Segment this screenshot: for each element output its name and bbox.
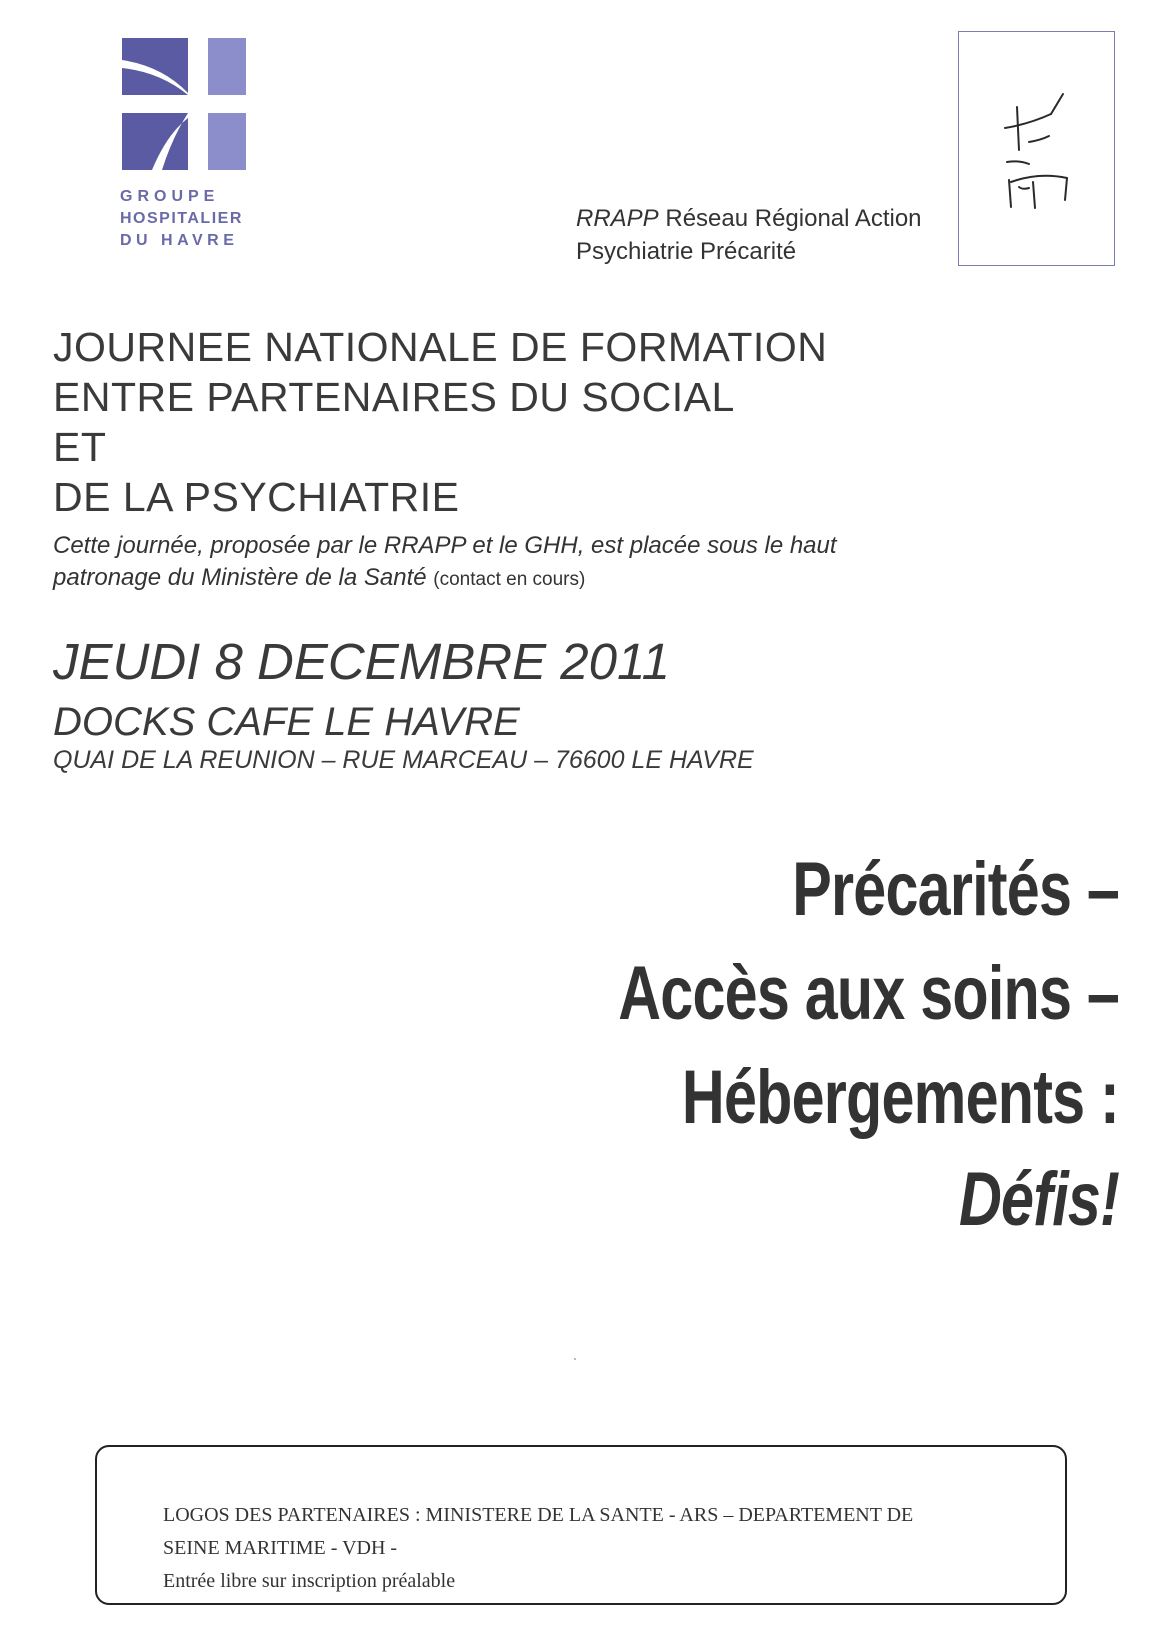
- partners-line-1: LOGOS DES PARTENAIRES : MINISTERE DE LA SANTE - ARS – DEPARTEMENT DE: [163, 1504, 914, 1526]
- title-line-4: DE LA PSYCHIATRIE: [53, 474, 460, 520]
- title-line-2: ENTRE PARTENAIRES DU SOCIAL: [53, 374, 735, 420]
- logo-text: [120, 186, 260, 252]
- title-line-3: ET: [53, 424, 107, 470]
- headline-line-3: Hébergements :: [681, 1055, 1119, 1140]
- partners-line-3: Entrée libre sur inscription préalable: [163, 1570, 456, 1592]
- rrapp-acronym: RRAPP: [576, 205, 659, 232]
- subtitle-line-1: Cette journée, proposée par le RRAPP et le GHH, est placée sous le haut: [53, 532, 837, 559]
- subtitle-line-2: patronage du Ministère de la Santé: [53, 564, 427, 591]
- groupe-hospitalier-logo-mark: [122, 38, 254, 170]
- partners-text: [163, 1499, 913, 1598]
- partners-line-2: SEINE MARITIME - VDH -: [163, 1537, 398, 1559]
- rrapp-line1: Réseau Régional Action: [658, 205, 922, 232]
- rrapp-header: [576, 202, 922, 268]
- signature-box: [958, 31, 1115, 266]
- handwritten-signature: [959, 32, 1116, 267]
- scan-speck: [574, 1358, 576, 1360]
- event-title: [53, 322, 827, 522]
- rrapp-line2: Psychiatrie Précarité: [576, 238, 797, 265]
- patronage-note: [53, 530, 837, 596]
- subtitle-note: (contact en cours): [433, 569, 586, 590]
- event-address: QUAI DE LA REUNION – RUE MARCEAU – 76600 LE HAVRE: [53, 746, 754, 774]
- logo-line-groupe: GROUPE: [120, 188, 220, 205]
- headline-line-4: Défis!: [958, 1157, 1119, 1242]
- event-date: JEUDI 8 DECEMBRE 2011: [53, 633, 670, 690]
- partners-box: [95, 1445, 1067, 1605]
- event-venue: DOCKS CAFE LE HAVRE: [53, 700, 520, 744]
- logo-line-hospitalier: HOSPITALIER: [120, 210, 243, 227]
- logo-line-du-havre: DU HAVRE: [120, 232, 239, 249]
- title-line-1: JOURNEE NATIONALE DE FORMATION: [53, 324, 828, 370]
- headline-line-1: Précarités –: [792, 847, 1119, 932]
- theme-headline: [477, 838, 1119, 1250]
- headline-line-2: Accès aux soins –: [618, 951, 1119, 1036]
